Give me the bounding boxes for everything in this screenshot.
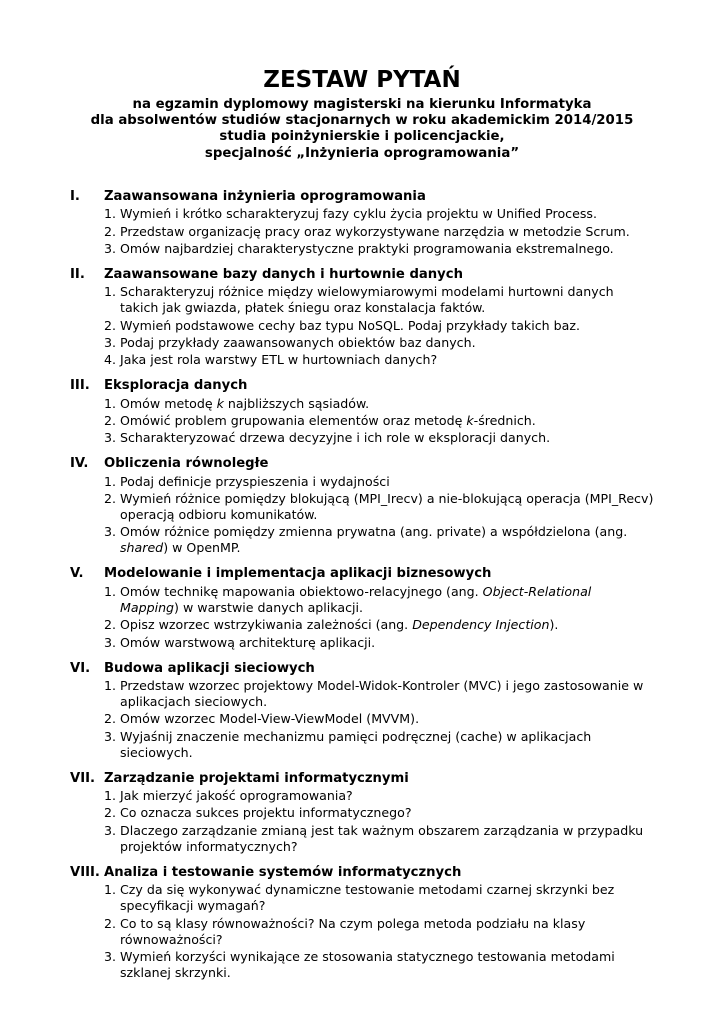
question-text <box>120 352 654 368</box>
section-title: Zaawansowane bazy danych i hurtownie danych <box>104 266 463 282</box>
italic-term: shared <box>120 540 164 556</box>
question-text <box>120 584 654 616</box>
section-title: Budowa aplikacji sieciowych <box>104 660 315 676</box>
text-run: Wymień i krótko scharakteryzuj fazy cyklu życia projektu w Unified Process. <box>120 206 597 222</box>
question-number: 3. <box>103 240 116 256</box>
question-text <box>120 318 654 334</box>
section-heading <box>70 566 654 583</box>
question-item <box>70 584 654 616</box>
question-list <box>70 284 654 368</box>
question-text <box>120 335 654 351</box>
subtitle-line: na egzamin dyplomowy magisterski na kierunku Informatyka <box>132 97 592 112</box>
text-run: Przedstaw wzorzec projektowy Model-Widok-Kontroler (MVC) i jego zastosowanie w aplikacjach sieciowych. <box>120 678 644 710</box>
text-run: ) w OpenMP. <box>163 540 241 556</box>
question-text <box>120 430 654 446</box>
question-text <box>120 805 654 821</box>
text-run: Omów różnice pomiędzy zmienna prywatna (ang. private) a współdzielona (ang. <box>120 524 628 540</box>
question-text <box>120 396 654 412</box>
question-number: 1. <box>103 206 116 222</box>
question-item <box>70 413 654 429</box>
question-number: 1. <box>103 284 116 300</box>
question-text <box>120 224 654 240</box>
text-run: Dlaczego zarządzanie zmianą jest tak ważnym obszarem zarządzania w przypadku projektów informatycznych? <box>120 822 644 854</box>
question-item <box>70 335 654 351</box>
question-number: 2. <box>103 617 116 633</box>
question-item <box>70 788 654 804</box>
section-heading <box>70 456 654 473</box>
question-number: 3. <box>103 948 116 964</box>
subtitle-line: specjalność „Inżynieria oprogramowania” <box>204 145 520 161</box>
question-section <box>70 189 654 257</box>
question-text <box>120 241 654 257</box>
text-run: Wymień podstawowe cechy baz typu NoSQL. Podaj przykłady takich baz. <box>120 317 580 333</box>
text-run: Omówić problem grupowania elementów oraz metodę <box>120 413 467 429</box>
question-section <box>70 865 654 981</box>
question-item <box>70 352 654 368</box>
question-item <box>70 617 654 633</box>
section-title: Zaawansowana inżynieria oprogramowania <box>104 188 426 204</box>
question-section <box>70 456 654 556</box>
section-title: Analiza i testowanie systemów informatycznych <box>104 864 462 880</box>
question-list <box>70 678 654 761</box>
question-number: 3. <box>103 524 116 540</box>
text-run: Co oznacza sukces projektu informatycznego? <box>120 805 412 821</box>
text-run: Scharakteryzować drzewa decyzyjne i ich role w eksploracji danych. <box>120 430 551 446</box>
italic-term: k <box>466 413 474 429</box>
question-item <box>70 318 654 334</box>
question-sections <box>70 189 654 981</box>
question-number: 2. <box>103 413 116 429</box>
question-text <box>120 729 654 761</box>
question-item <box>70 396 654 412</box>
question-item <box>70 729 654 761</box>
question-number: 2. <box>103 223 116 239</box>
text-run: -średnich. <box>473 413 536 429</box>
question-item <box>70 711 654 727</box>
section-title: Obliczenia równoległe <box>104 456 269 472</box>
subtitle-line: studia poinżynierskie i policencjackie, <box>219 129 505 145</box>
question-number: 1. <box>103 583 116 599</box>
text-run: Omów najbardziej charakterystyczne praktyki programowania ekstremalnego. <box>120 240 614 256</box>
question-item <box>70 524 654 556</box>
question-item <box>70 823 654 855</box>
question-number: 1. <box>103 473 116 489</box>
italic-term: Dependency Injection <box>412 617 550 633</box>
text-run: Podaj definicje przyspieszenia i wydajności <box>120 473 390 489</box>
section-title: Zarządzanie projektami informatycznymi <box>104 770 409 786</box>
question-text <box>120 949 654 981</box>
text-run: ) w warstwie danych aplikacji. <box>174 599 363 615</box>
question-number: 2. <box>103 711 116 727</box>
question-list <box>70 882 654 981</box>
question-number: 4. <box>103 352 116 368</box>
question-item <box>70 474 654 490</box>
text-run: Jaka jest rola warstwy ETL w hurtowniach danych? <box>120 352 438 368</box>
question-number: 3. <box>103 335 116 350</box>
question-text <box>120 617 654 633</box>
question-item <box>70 678 654 710</box>
section-numeral: III. <box>70 378 90 394</box>
section-numeral: II. <box>70 266 85 282</box>
question-number: 1. <box>103 788 116 804</box>
question-item <box>70 882 654 914</box>
text-run: Omów metodę <box>120 395 217 411</box>
question-list <box>70 474 654 557</box>
text-run: Omów wzorzec Model-View-ViewModel (MVVM). <box>120 711 420 727</box>
question-number: 3. <box>103 822 116 838</box>
text-run: Podaj przykłady zaawansowanych obiektów baz danych. <box>120 335 476 350</box>
question-item <box>70 224 654 240</box>
section-numeral: VII. <box>70 770 96 786</box>
question-number: 3. <box>103 430 116 446</box>
question-item <box>70 635 654 651</box>
section-heading <box>70 661 654 678</box>
question-section <box>70 566 654 650</box>
question-list <box>70 788 654 855</box>
question-text <box>120 524 654 556</box>
question-section <box>70 661 654 761</box>
question-number: 3. <box>103 634 116 650</box>
text-run: Czy da się wykonywać dynamiczne testowanie metodami czarnej skrzynki bez specyfikacji wymagań? <box>120 882 615 914</box>
question-item <box>70 284 654 316</box>
question-list <box>70 206 654 257</box>
question-text <box>120 711 654 727</box>
question-number: 3. <box>103 728 116 744</box>
question-number: 2. <box>103 805 116 821</box>
text-run: ). <box>549 617 559 633</box>
question-item <box>70 949 654 981</box>
text-run: Scharakteryzuj różnice między wielowymiarowymi modelami hurtowni danych takich jak gwiazda, płatek śniegu oraz konstalacja faktów. <box>120 284 614 316</box>
question-item <box>70 805 654 821</box>
question-section <box>70 378 654 446</box>
section-title: Eksploracja danych <box>104 378 248 394</box>
italic-term: k <box>216 395 224 411</box>
question-item <box>70 241 654 257</box>
question-text <box>120 823 654 855</box>
question-list <box>70 584 654 651</box>
text-run: Wymień korzyści wynikające ze stosowania statycznego testowania metodami szklanej skrzynki. <box>120 948 615 980</box>
question-text <box>120 882 654 914</box>
section-numeral: V. <box>70 566 84 582</box>
question-number: 1. <box>103 678 116 694</box>
question-text <box>120 474 654 490</box>
question-text <box>120 206 654 222</box>
question-text <box>120 284 654 316</box>
section-numeral: VI. <box>70 660 91 676</box>
section-numeral: VIII. <box>70 864 100 880</box>
text-run: Jak mierzyć jakość oprogramowania? <box>120 788 353 804</box>
question-text <box>120 491 654 523</box>
question-item <box>70 206 654 222</box>
question-item <box>70 430 654 446</box>
subtitle-line: dla absolwentów studiów stacjonarnych w roku akademickim 2014/2015 <box>90 113 634 129</box>
question-text <box>120 413 654 429</box>
page-title: ZESTAW PYTAŃ <box>263 67 461 93</box>
text-run: Co to są klasy równoważności? Na czym polega metoda podziału na klasy równoważności? <box>120 915 586 947</box>
section-numeral: IV. <box>70 456 89 472</box>
text-run: Omów warstwową architekturę aplikacji. <box>120 634 376 650</box>
text-run: Omów technikę mapowania obiektowo-relacyjnego (ang. <box>120 583 483 599</box>
question-text <box>120 788 654 804</box>
text-run: Wyjaśnij znaczenie mechanizmu pamięci podręcznej (cache) w aplikacjach sieciowych. <box>120 728 592 760</box>
question-number: 2. <box>103 317 116 333</box>
question-section <box>70 267 654 368</box>
section-heading <box>70 267 654 284</box>
section-title: Modelowanie i implementacja aplikacji biznesowych <box>104 566 492 582</box>
question-number: 1. <box>103 395 116 411</box>
text-run: Przedstaw organizację pracy oraz wykorzystywane narzędzia w metodzie Scrum. <box>120 223 630 239</box>
question-section <box>70 771 654 855</box>
question-item <box>70 916 654 948</box>
question-text <box>120 916 654 948</box>
text-run: Opisz wzorzec wstrzykiwania zależności (ang. <box>120 617 413 633</box>
section-heading <box>70 189 654 206</box>
section-numeral: I. <box>70 188 80 204</box>
section-heading <box>70 378 654 395</box>
question-text <box>120 678 654 710</box>
question-list <box>70 396 654 447</box>
text-run: Wymień różnice pomiędzy blokującą (MPI_Irecv) a nie-blokującą operacja (MPI_Recv) operacją odbioru komunikatów. <box>120 491 654 523</box>
question-item <box>70 491 654 523</box>
section-heading <box>70 771 654 788</box>
italic-term: Object-Relational Mapping <box>120 583 592 615</box>
section-heading <box>70 865 654 882</box>
question-number: 2. <box>103 915 116 931</box>
question-text <box>120 635 654 651</box>
text-run: najbliższych sąsiadów. <box>223 395 370 411</box>
question-number: 1. <box>103 882 116 898</box>
question-number: 2. <box>103 491 116 507</box>
